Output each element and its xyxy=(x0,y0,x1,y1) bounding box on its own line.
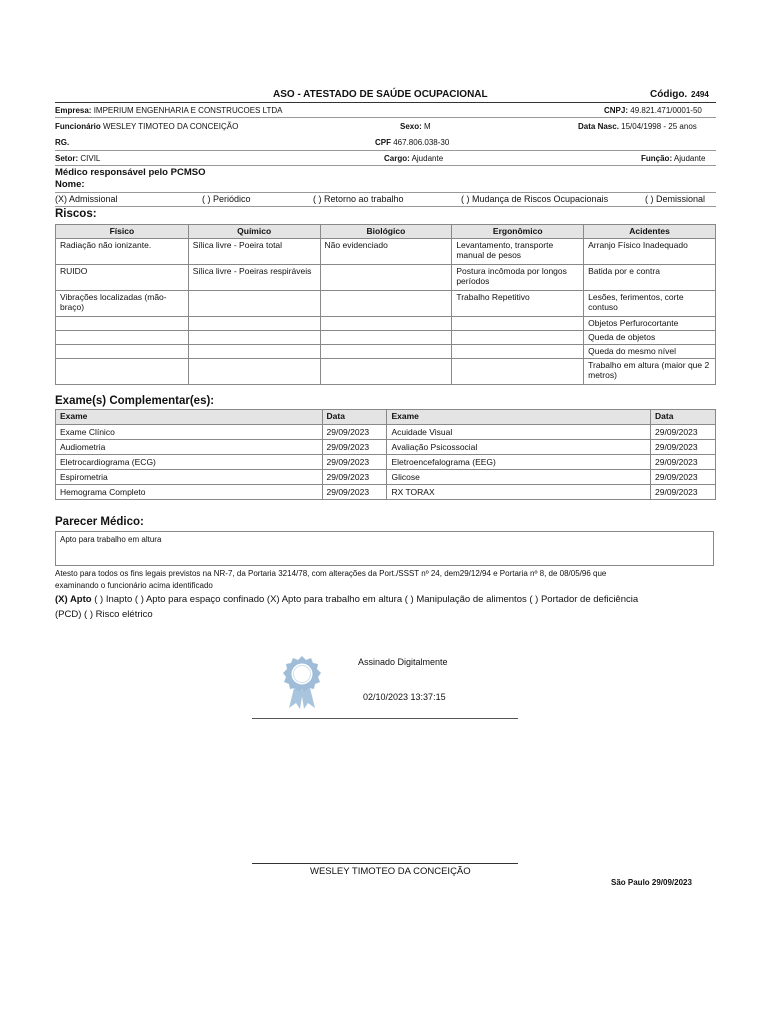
table-cell: Avaliação Psicossocial xyxy=(387,440,651,455)
table-cell: Postura incômoda por longos períodos xyxy=(452,265,584,291)
exames-title: Exame(s) Complementar(es): xyxy=(55,395,215,407)
exames-table xyxy=(55,409,716,500)
worker-name: WESLEY TIMOTEO DA CONCEIÇÃO xyxy=(310,866,471,877)
funcionario-field xyxy=(55,122,238,131)
header-divider xyxy=(55,102,716,103)
table-row xyxy=(56,485,716,500)
table-cell: 29/09/2023 xyxy=(651,455,716,470)
divider xyxy=(55,117,716,118)
table-cell xyxy=(452,345,584,359)
table-row xyxy=(56,455,716,470)
table-cell: Batida por e contra xyxy=(584,265,716,291)
medico-title: Médico responsável pelo PCMSO xyxy=(55,167,206,178)
funcao-value: Ajudante xyxy=(673,154,706,163)
table-cell xyxy=(320,291,452,317)
table-cell: Levantamento, transporte manual de pesos xyxy=(452,239,584,265)
table-row xyxy=(56,425,716,440)
table-cell xyxy=(56,359,189,385)
nasc-label: Data Nasc. xyxy=(578,122,619,131)
sexo-field xyxy=(400,122,431,131)
riscos-title: Riscos: xyxy=(55,208,97,220)
table-cell: Sílica livre - Poeiras respiráveis xyxy=(188,265,320,291)
col-data: Data xyxy=(322,410,387,425)
table-cell: Sílica livre - Poeira total xyxy=(188,239,320,265)
exam-type-mudanca: ( ) Mudança de Riscos Ocupacionais xyxy=(461,194,609,204)
doctor-signature-line xyxy=(252,718,518,719)
col-data: Data xyxy=(651,410,716,425)
col-exame: Exame xyxy=(56,410,323,425)
setor-value: CIVIL xyxy=(80,154,101,163)
table-cell: Acuidade Visual xyxy=(387,425,651,440)
table-cell: Queda do mesmo nível xyxy=(584,345,716,359)
table-cell: 29/09/2023 xyxy=(322,485,387,500)
table-cell: 29/09/2023 xyxy=(651,440,716,455)
aptidao-options-line-2: (PCD) ( ) Risco elétrico xyxy=(55,609,153,620)
table-row xyxy=(56,359,716,385)
parecer-title: Parecer Médico: xyxy=(55,516,144,528)
table-cell: Trabalho em altura (maior que 2 metros) xyxy=(584,359,716,385)
signature-timestamp: 02/10/2023 13:37:15 xyxy=(363,692,446,702)
parecer-text: Apto para trabalho em altura xyxy=(60,535,162,544)
funcao-field xyxy=(641,154,705,163)
table-row xyxy=(56,470,716,485)
apto-option: (X) Apto xyxy=(55,594,92,605)
setor-label: Setor: xyxy=(55,154,79,163)
exam-type-admissional: (X) Admissional xyxy=(55,194,118,204)
cargo-value: Ajudante xyxy=(411,154,444,163)
divider xyxy=(55,150,716,151)
table-cell: Exame Clínico xyxy=(56,425,323,440)
table-cell xyxy=(56,331,189,345)
table-cell xyxy=(188,345,320,359)
aptidao-options: ( ) Inapto ( ) Apto para espaço confinado (X) Apto para trabalho em altura ( ) Manipulação de alimentos ( ) Portador de deficiência xyxy=(91,594,639,605)
cpf-field xyxy=(375,138,449,147)
table-cell: 29/09/2023 xyxy=(322,470,387,485)
document-title: ASO - ATESTADO DE SAÚDE OCUPACIONAL xyxy=(273,89,488,100)
table-cell: 29/09/2023 xyxy=(651,485,716,500)
table-cell: Hemograma Completo xyxy=(56,485,323,500)
code-label: Código. xyxy=(650,89,688,100)
table-row xyxy=(56,440,716,455)
table-row xyxy=(56,291,716,317)
table-cell: Glicose xyxy=(387,470,651,485)
divider xyxy=(55,206,716,207)
table-cell: 29/09/2023 xyxy=(322,425,387,440)
rg-label: RG. xyxy=(55,138,70,147)
table-row xyxy=(56,265,716,291)
table-cell: RUIDO xyxy=(56,265,189,291)
setor-field xyxy=(55,154,100,163)
seal-icon xyxy=(279,654,325,710)
divider xyxy=(55,165,716,166)
table-cell xyxy=(56,345,189,359)
table-cell xyxy=(452,317,584,331)
riscos-table xyxy=(55,224,716,385)
riscos-header-row xyxy=(56,225,716,239)
worker-signature-line xyxy=(252,863,518,864)
col-acidentes: Acidentes xyxy=(584,225,716,239)
code-value: 2494 xyxy=(691,90,709,99)
exames-header-row xyxy=(56,410,716,425)
table-cell: Não evidenciado xyxy=(320,239,452,265)
col-quimico: Químico xyxy=(188,225,320,239)
cpf-value: 467.806.038-30 xyxy=(393,138,450,147)
medico-nome-label: Nome: xyxy=(55,179,85,190)
table-cell xyxy=(320,331,452,345)
sexo-value: M xyxy=(424,122,431,131)
col-fisico: Físico xyxy=(56,225,189,239)
nasc-value: 15/04/1998 - 25 anos xyxy=(621,122,697,131)
table-cell: 29/09/2023 xyxy=(322,455,387,470)
col-biologico: Biológico xyxy=(320,225,452,239)
aptidao-options-line-1 xyxy=(55,594,638,605)
table-cell: Trabalho Repetitivo xyxy=(452,291,584,317)
table-cell xyxy=(452,359,584,385)
funcionario-label: Funcionário xyxy=(55,122,101,131)
funcao-label: Função: xyxy=(641,154,673,163)
table-cell: Lesões, ferimentos, corte contuso xyxy=(584,291,716,317)
table-cell: 29/09/2023 xyxy=(322,440,387,455)
table-cell xyxy=(320,317,452,331)
empresa-label: Empresa: xyxy=(55,106,92,115)
cnpj-label: CNPJ: xyxy=(604,106,629,115)
table-row xyxy=(56,345,716,359)
table-cell: RX TORAX xyxy=(387,485,651,500)
nasc-field xyxy=(578,122,697,131)
table-cell: Queda de objetos xyxy=(584,331,716,345)
table-cell: Eletroencefalograma (EEG) xyxy=(387,455,651,470)
table-cell: Audiometria xyxy=(56,440,323,455)
legal-text-line-2: examinando o funcionário acima identificado xyxy=(55,581,213,590)
table-cell xyxy=(320,359,452,385)
place-date: São Paulo 29/09/2023 xyxy=(611,878,692,887)
empresa-value: IMPERIUM ENGENHARIA E CONSTRUCOES LTDA xyxy=(93,106,283,115)
cargo-field xyxy=(384,154,443,163)
table-row xyxy=(56,331,716,345)
legal-text-line-1: Atesto para todos os fins legais previstos na NR-7, da Portaria 3214/78, com alterações da Port./SSST nº 24, dem29/12/94 e Portaria nº 8, de 08/05/96 que xyxy=(55,569,607,578)
table-cell: Objetos Perfurocortante xyxy=(584,317,716,331)
exam-type-retorno: ( ) Retorno ao trabalho xyxy=(313,194,404,204)
exam-type-demissional: ( ) Demissional xyxy=(645,194,706,204)
parecer-box xyxy=(55,531,714,566)
table-cell xyxy=(188,291,320,317)
funcionario-value: WESLEY TIMOTEO DA CONCEIÇÃO xyxy=(103,122,239,131)
table-cell: 29/09/2023 xyxy=(651,425,716,440)
table-cell: Eletrocardiograma (ECG) xyxy=(56,455,323,470)
table-cell xyxy=(452,331,584,345)
empresa-field xyxy=(55,106,282,115)
table-cell xyxy=(188,317,320,331)
table-cell: Arranjo Físico Inadequado xyxy=(584,239,716,265)
cnpj-field xyxy=(604,106,702,115)
table-cell xyxy=(320,345,452,359)
sexo-label: Sexo: xyxy=(400,122,422,131)
col-ergonomico: Ergonômico xyxy=(452,225,584,239)
signature-label: Assinado Digitalmente xyxy=(358,657,448,667)
exam-type-periodico: ( ) Periódico xyxy=(202,194,251,204)
table-cell xyxy=(56,317,189,331)
cnpj-value: 49.821.471/0001-50 xyxy=(630,106,702,115)
table-cell xyxy=(188,331,320,345)
cargo-label: Cargo: xyxy=(384,154,410,163)
col-exame: Exame xyxy=(387,410,651,425)
table-cell: 29/09/2023 xyxy=(651,470,716,485)
table-cell: Espirometria xyxy=(56,470,323,485)
table-cell xyxy=(188,359,320,385)
divider xyxy=(55,192,716,193)
table-cell: Radiação não ionizante. xyxy=(56,239,189,265)
table-row xyxy=(56,317,716,331)
table-cell xyxy=(320,265,452,291)
cpf-label: CPF xyxy=(375,138,391,147)
table-cell: Vibrações localizadas (mão-braço) xyxy=(56,291,189,317)
table-row xyxy=(56,239,716,265)
